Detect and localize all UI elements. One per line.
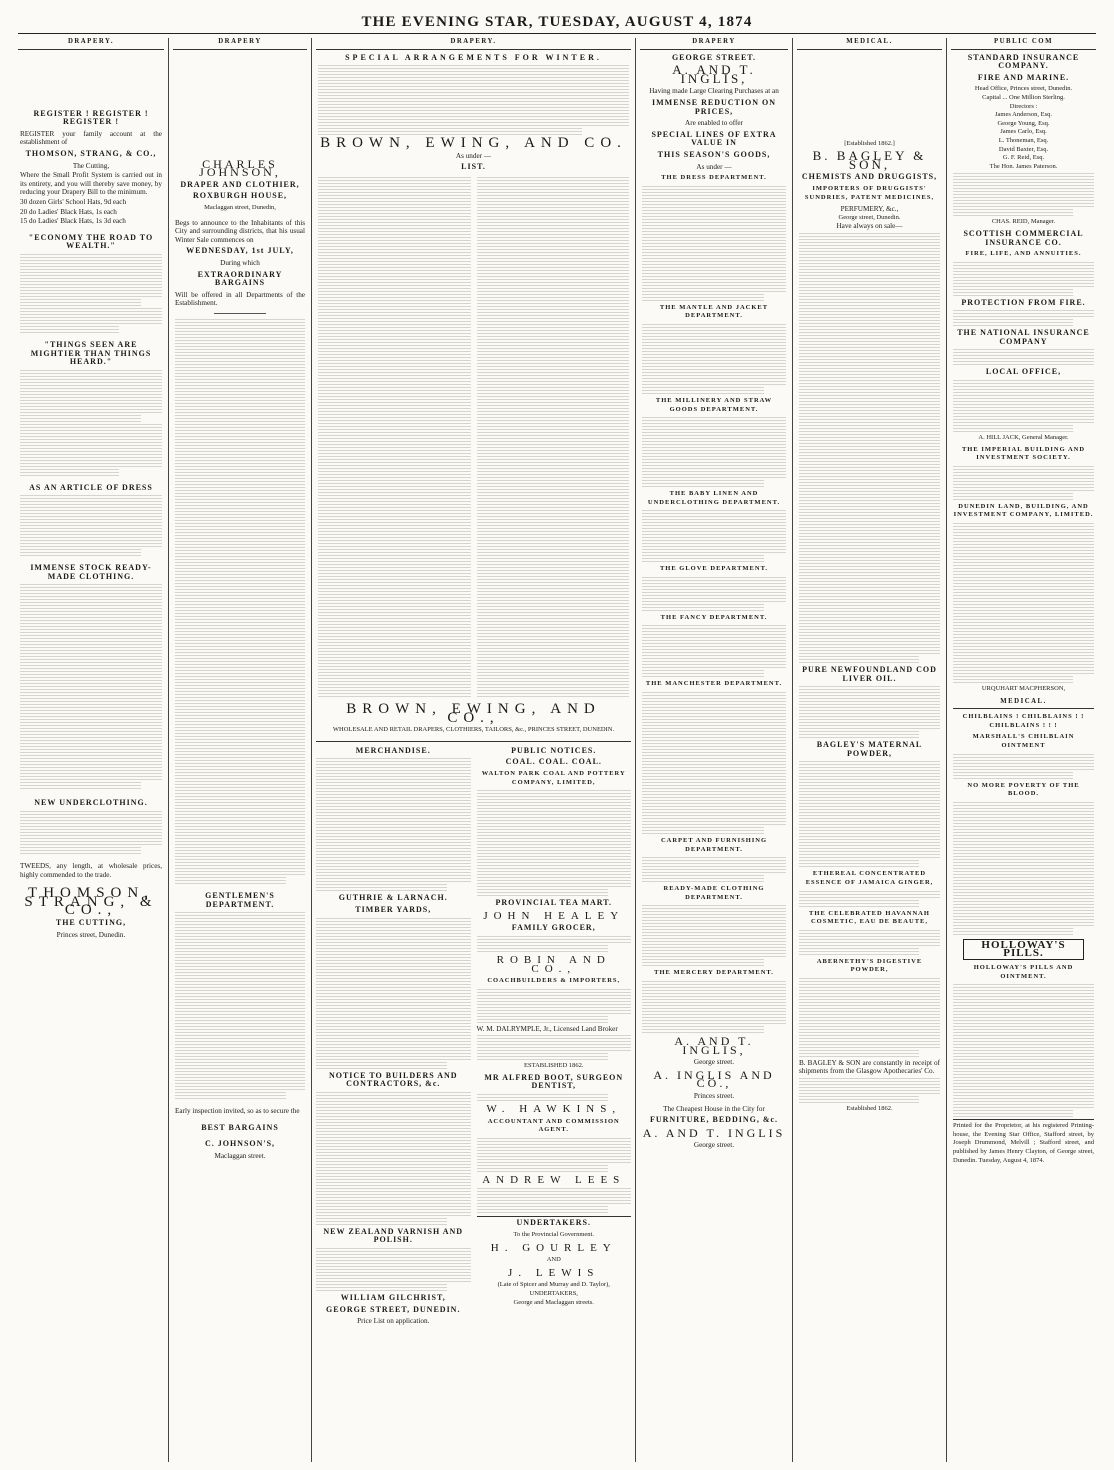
- column-2: [173, 38, 307, 1462]
- column-head: PUBLIC COM: [951, 38, 1096, 50]
- johnson-date: WEDNESDAY, 1st JULY,: [186, 246, 294, 256]
- johnson-during: During which: [220, 258, 260, 267]
- imperial-heading: THE IMPERIAL BUILDING AND INVESTMENT SOCIETY.: [961, 445, 1086, 462]
- bagley-chem: CHEMISTS AND DRUGGISTS,: [801, 172, 938, 182]
- scottish-heading: SCOTTISH COMMERCIAL INSURANCE CO.: [963, 228, 1084, 247]
- dalrymple-text: W. M. DALRYMPLE, Jr., Licensed Land Broker: [476, 1024, 618, 1033]
- johnson-name: CHARLES JOHNSON,: [199, 156, 281, 180]
- director-name: David Baxter, Esq.: [998, 145, 1049, 153]
- dept-mantle: THE MANTLE AND JACKET DEPARTMENT.: [659, 303, 769, 320]
- column-head: MEDICAL.: [797, 38, 942, 50]
- brown-ewing-ad: [318, 54, 629, 735]
- maternal-heading: BAGLEY'S MATERNAL POWDER,: [816, 740, 923, 758]
- lewis-addr: George and Maclaggan streets.: [513, 1298, 594, 1306]
- special-heading: SPECIAL ARRANGEMENTS FOR WINTER.: [345, 52, 602, 62]
- director-name: James Carlo, Esq.: [1000, 128, 1047, 136]
- bagley-est-2: Established 1862.: [846, 1105, 893, 1113]
- column-head: DRAPERY.: [316, 38, 631, 50]
- hawkins-name: W. HAWKINS,: [486, 1103, 622, 1116]
- article-heading: AS AN ARTICLE OF DRESS: [29, 482, 153, 492]
- cod-heading: PURE NEWFOUNDLAND COD LIVER OIL.: [802, 664, 937, 683]
- inglis-season: THIS SEASON'S GOODS,: [657, 149, 771, 159]
- register-item: 15 do Ladies' Black Hats, 1s 3d each: [20, 217, 126, 226]
- brown-footer: BROWN, EWING, AND CO.,: [346, 700, 601, 726]
- johnson-intro: Begs to announce to the Inhabitants of this City and surrounding districts, that his usual Winter Sale commences on: [175, 218, 305, 244]
- inglis-firm-4: A. AND T. INGLIS: [642, 1125, 786, 1140]
- abernethy-heading: ABERNETHY'S DIGESTIVE POWDER,: [816, 957, 923, 974]
- johnson-at: C. JOHNSON'S,: [204, 1139, 276, 1149]
- standard-heading: STANDARD INSURANCE COMPANY.: [967, 52, 1080, 71]
- inglis-firm-2: A. AND T. INGLIS,: [674, 1034, 754, 1057]
- dept-baby: THE BABY LINEN AND UNDERCLOTHING DEPARTMENT.: [647, 490, 781, 506]
- johnson-trade: DRAPER AND CLOTHIER,: [180, 179, 300, 189]
- directors-label: Directors :: [1009, 102, 1038, 110]
- reid-manager: CHAS. REID, Manager.: [991, 218, 1056, 226]
- column-divider: [946, 38, 947, 1462]
- johnson-street: Maclaggan street.: [214, 1151, 266, 1160]
- inglis-gs: George street.: [693, 1058, 735, 1067]
- johnson-ad: [175, 156, 305, 1161]
- dept-glove: THE GLOVE DEPARTMENT.: [659, 565, 769, 573]
- bagley-imp: IMPORTERS OF DRUGGISTS' SUNDRIES, PATENT MEDICINES,: [804, 184, 935, 201]
- notices-heading: PUBLIC NOTICES.: [511, 745, 597, 755]
- timber-heading: TIMBER YARDS,: [355, 904, 432, 914]
- johnson-early: Early inspection invited, so as to secure the: [175, 1107, 300, 1116]
- accountant-heading: ACCOUNTANT AND COMMISSION AGENT.: [487, 1117, 620, 1134]
- dunedin-heading: DUNEDIN LAND, BUILDING, AND INVESTMENT COMPANY, LIMITED.: [953, 502, 1094, 519]
- inglis-george: GEORGE STREET.: [671, 52, 757, 62]
- column-6: [951, 38, 1096, 1462]
- immense-heading: IMMENSE STOCK READY-MADE CLOTHING.: [30, 563, 152, 581]
- column-divider: [168, 38, 169, 1462]
- fire-marine: FIRE AND MARINE.: [977, 72, 1070, 82]
- dept-mercery: THE MERCERY DEPARTMENT.: [654, 969, 774, 977]
- medical-subhead: MEDICAL.: [953, 698, 1094, 710]
- gilchrist-street: GEORGE STREET, DUNEDIN.: [326, 1304, 461, 1314]
- column-head: DRAPERY: [173, 38, 307, 50]
- varnish-heading: NEW ZEALAND VARNISH AND POLISH.: [323, 1226, 464, 1245]
- inglis-ps: Princes street.: [693, 1092, 735, 1100]
- dept-dress: THE DRESS DEPARTMENT.: [661, 174, 767, 182]
- inglis-asunder: As under —: [696, 162, 732, 171]
- established: ESTABLISHED 1862.: [524, 1062, 584, 1070]
- director-name: G. F. Reid, Esq.: [1002, 154, 1045, 162]
- inglis-ad: [642, 54, 786, 1150]
- inglis-firm: A. AND T. INGLIS,: [672, 62, 756, 86]
- fla-heading: FIRE, LIFE, AND ANNUITIES.: [965, 250, 1082, 258]
- insurance-ads: [953, 54, 1094, 1166]
- bagley-have: Have always on sale—: [836, 222, 903, 231]
- director-name: The Hon. James Paterson.: [989, 162, 1058, 170]
- column-5: [797, 38, 942, 1462]
- dept-millinery: THE MILLINERY AND STRAW GOODS DEPARTMENT.: [655, 396, 773, 413]
- holloway-banner: HOLLOWAY'S PILLS.: [963, 939, 1084, 960]
- director-name: George Young, Esq.: [997, 119, 1050, 127]
- johnson-best: BEST BARGAINS: [201, 1122, 279, 1132]
- and-word: AND: [546, 1256, 561, 1264]
- undertakers-heading: UNDERTAKERS.: [477, 1216, 632, 1228]
- register-item: 20 do Ladies' Black Hats, 1s each: [20, 207, 117, 216]
- national-heading: THE NATIONAL INSURANCE COMPANY: [957, 328, 1090, 346]
- lewis-sub: (Late of Spicer and Murray and D. Taylor), UNDERTAKERS,: [497, 1281, 610, 1297]
- masthead-title: THE EVENING STAR, TUESDAY, AUGUST 4, 1874: [361, 14, 753, 30]
- bagley-gs: George street, Dunedin.: [838, 213, 901, 221]
- inglis-enabled: Are enabled to offer: [685, 119, 743, 128]
- masthead-rule: [18, 33, 1096, 34]
- merchandise-column: [316, 744, 471, 1326]
- director-name: L. Thoneman, Esq.: [998, 136, 1049, 144]
- register-firm-sub: The Cutting,: [72, 161, 110, 170]
- column-3: [316, 38, 631, 1462]
- capital-line: Capital ... One Million Sterling.: [982, 93, 1065, 101]
- merch-heading: MERCHANDISE.: [355, 745, 431, 755]
- govt-line: To the Provincial Government.: [513, 1231, 594, 1239]
- healey-name: JOHN HEALEY: [483, 909, 625, 922]
- gourley-name: H. GOURLEY: [490, 1241, 617, 1254]
- slogan-2: "THINGS SEEN ARE MIGHTIER THAN THINGS HEARD.": [30, 339, 152, 367]
- bagley-est: [Established 1862.]: [844, 139, 895, 147]
- gents-heading: GENTLEMEN'S DEPARTMENT.: [205, 890, 275, 909]
- column-head: DRAPERY.: [18, 38, 164, 50]
- column-divider: [792, 38, 793, 1462]
- chilblains-heading: CHILBLAINS ! CHILBLAINS ! ! CHILBLAINS ! ! !: [962, 713, 1085, 729]
- tea-heading: PROVINCIAL TEA MART.: [495, 898, 613, 908]
- brown-asunder: As under —: [455, 151, 492, 160]
- boot-name: MR ALFRED BOOT, SURGEON DENTIST,: [484, 1072, 624, 1091]
- ointment-heading: HOLLOWAY'S PILLS AND OINTMENT.: [973, 963, 1074, 980]
- inglis-firm-3: A. INGLIS AND CO.,: [653, 1067, 775, 1091]
- johnson-bargains: EXTRAORDINARY BARGAINS: [197, 269, 283, 288]
- footer-address: Princes street, Dunedin.: [56, 930, 126, 939]
- local-office: LOCAL OFFICE,: [985, 367, 1062, 377]
- protection-heading: PROTECTION FROM FIRE.: [961, 297, 1086, 307]
- lees-name: ANDREW LEES: [482, 1173, 626, 1186]
- bagley-footer: B. BAGLEY & SON are constantly in receipt of shipments from the Glasgow Apothecaries' Co.: [799, 1058, 940, 1076]
- printer-imprint: Printed for the Proprietor, at his registered Printing-house, the Evening Star Office, Stafford street, by Joseph Drummond, Melvill ; Stafford street, and published by James Henry Clayton, of George street, Dunedin. Tuesday, August 4, 1874.: [953, 1119, 1094, 1165]
- register-firm: THOMSON, STRANG, & CO.,: [25, 148, 157, 158]
- column-divider: [311, 38, 312, 1462]
- dept-manchester: THE MANCHESTER DEPARTMENT.: [645, 680, 783, 688]
- dept-fancy: THE FANCY DEPARTMENT.: [660, 613, 768, 621]
- dept-carpet: CARPET AND FURNISHING DEPARTMENT.: [660, 837, 768, 853]
- johnson-house: ROXBURGH HOUSE,: [192, 191, 288, 201]
- register-para: Where the Small Profit System is carried out in its entirety, and you will thereby save money, by reducing your Drapery Bill to the minimum.: [20, 171, 162, 197]
- bagley-ad: [799, 140, 940, 1114]
- register-heading: REGISTER ! REGISTER ! REGISTER !: [33, 108, 149, 127]
- inglis-bought: Having made Large Clearing Purchases at an: [649, 87, 779, 96]
- register-item: 30 dozen Girls' School Hats, 9d each: [20, 197, 127, 206]
- builders-heading: NOTICE TO BUILDERS AND CONTRACTORS, &c.: [328, 1070, 458, 1089]
- inglis-furniture: FURNITURE, BEDDING, &c.: [649, 1115, 779, 1125]
- urquhart-name: URQUHART MACPHERSON,: [981, 685, 1066, 693]
- director-name: James Anderson, Esq.: [994, 111, 1053, 119]
- coach-heading: COACHBUILDERS & IMPORTERS,: [487, 977, 621, 985]
- lewis-name: J. LEWIS: [508, 1266, 600, 1279]
- johnson-will: Will be offered in all Departments of the Establishment.: [175, 290, 305, 308]
- johnson-address: Maclaggan street, Dunedin,: [204, 203, 276, 211]
- robin-name: ROBIN AND CO.,: [496, 953, 611, 975]
- havannah-heading: THE CELEBRATED HAVANNAH COSMETIC, EAU DE BEAUTE,: [809, 909, 930, 926]
- column-divider: [635, 38, 636, 1462]
- column-1: [18, 38, 164, 1462]
- grocer-heading: FAMILY GROCER,: [511, 923, 596, 933]
- brown-list: LIST.: [461, 162, 486, 172]
- column-4: [640, 38, 788, 1462]
- register-intro: REGISTER your family account at the establishment of: [20, 129, 162, 147]
- register-ad: [20, 110, 162, 940]
- gilchrist-name: WILLIAM GILCHRIST,: [340, 1292, 446, 1302]
- hill-jack: A. HILL JACK, General Manager.: [978, 434, 1069, 442]
- walton-heading: WALTON PARK COAL AND POTTERY COMPANY, LIMITED,: [481, 769, 626, 786]
- brown-footer-sub: WHOLESALE AND RETAIL DRAPERS, CLOTHIERS, TAILORS, &c., PRINCES STREET, DUNEDIN.: [332, 726, 615, 734]
- head-office: Head Office, Princes street, Dunedin.: [974, 85, 1073, 93]
- footer-firm: THOMSON, STRANG, & CO.,: [24, 885, 158, 919]
- notices-column: [477, 744, 632, 1326]
- inglis-cheapest: The Cheapest House in the City for: [663, 1104, 765, 1113]
- tweeds-text: TWEEDS, any length, at wholesale prices, highly commended to the trade.: [20, 862, 162, 879]
- dept-ready: READY-MADE CLOTHING DEPARTMENT.: [663, 885, 765, 901]
- guthrie-name: GUTHRIE & LARNACH.: [338, 893, 448, 903]
- inglis-special: SPECIAL LINES OF EXTRA VALUE IN: [651, 129, 777, 148]
- marshall-heading: MARSHALL'S CHILBLAIN OINTMENT: [972, 733, 1075, 749]
- ethereal-heading: ETHEREAL CONCENTRATED ESSENCE OF JAMAICA GINGER,: [805, 870, 934, 886]
- inglis-gs-2: George street.: [693, 1141, 735, 1150]
- bagley-firm: B. BAGLEY & SON,: [812, 148, 927, 172]
- bagley-perf: PERFUMERY, &c.,: [840, 205, 899, 214]
- brown-firm: BROWN, EWING, AND CO.: [320, 135, 627, 152]
- inglis-immense: IMMENSE REDUCTION ON PRICES,: [651, 97, 776, 116]
- coal-heading: COAL. COAL. COAL.: [505, 757, 602, 767]
- column-head: DRAPERY: [640, 38, 788, 50]
- footer-cutting: THE CUTTING,: [55, 918, 127, 928]
- price-list: Price List on application.: [357, 1317, 430, 1326]
- poverty-heading: NO MORE POVERTY OF THE BLOOD.: [967, 781, 1080, 798]
- underclothing-heading: NEW UNDERCLOTHING.: [34, 798, 148, 808]
- slogan: "ECONOMY THE ROAD TO WEALTH.": [28, 232, 154, 251]
